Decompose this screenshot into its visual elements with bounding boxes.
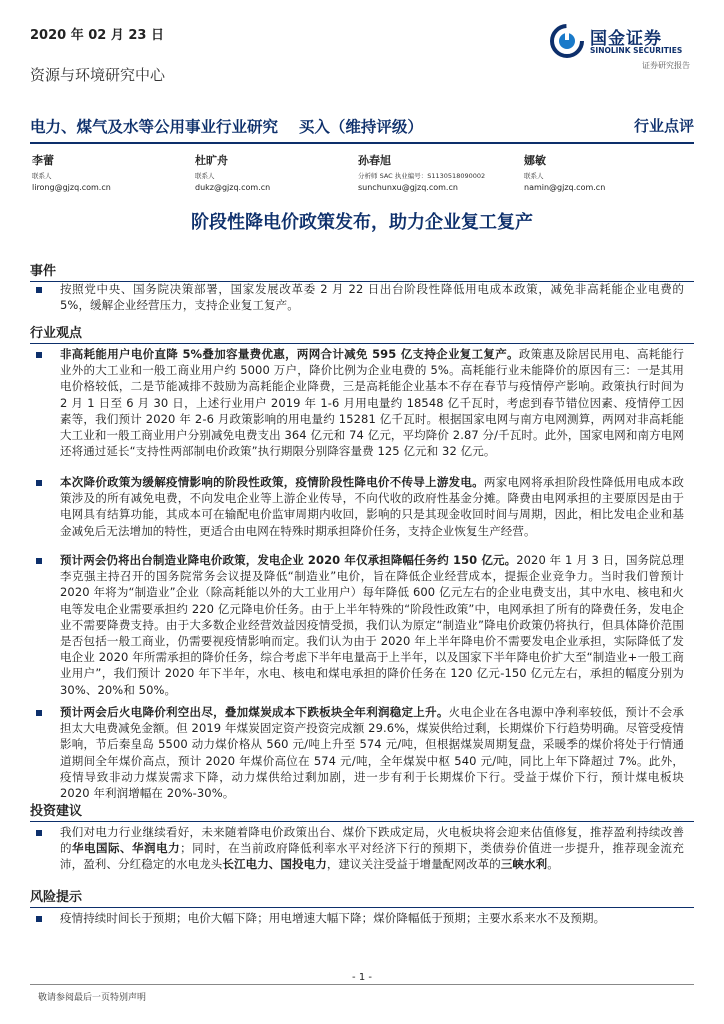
analyst-card bbox=[524, 152, 605, 192]
view-item bbox=[60, 474, 684, 539]
analyst-email[interactable]: namin@gjzq.com.cn bbox=[524, 183, 606, 192]
view-item bbox=[60, 552, 684, 698]
title-bar bbox=[30, 110, 694, 144]
analyst-name: 孙春旭 bbox=[358, 154, 391, 167]
report-date: 2020 年 02 月 23 日 bbox=[30, 28, 164, 43]
analyst-email[interactable]: sunchunxu@gjzq.com.cn bbox=[358, 183, 458, 192]
section-heading-view: 行业观点 bbox=[30, 322, 694, 344]
view-item-text: 两家电网将承担阶段性降低用电成本政策涉及的所有减免电费，不向发电企业等上游企业传导，不向代收的政府性基金分摊。降费由电网承担的主要原因是由于电网具有结算功能，其成本可在输配电价监审周期内收回，影响的只是其现金收回时间与周期，因此，相比发电企业和基金减免后无法增加的特性，更适合由电网在特殊时期承担降价任务，支持企业恢复生产经营。 bbox=[60, 475, 684, 538]
view-item-lead: 预计两会后火电降价利空出尽，叠加煤炭成本下跌板块全年利润稳定上升。 bbox=[60, 705, 449, 719]
bullet-icon bbox=[36, 480, 42, 486]
section-heading-event: 事件 bbox=[30, 260, 694, 282]
footer-disclaimer: 敬请参阅最后一页特别声明 bbox=[38, 993, 147, 1003]
industry-title: 电力、煤气及水等公用事业行业研究 买入（维持评级） bbox=[30, 118, 423, 136]
bullet-icon bbox=[36, 916, 42, 922]
analyst-card bbox=[358, 152, 485, 192]
section-heading-risk: 风险提示 bbox=[30, 886, 694, 908]
view-item-text: 火电企业在各电源中净利率较低，预计不会承担太大电费减免金额。但 2019 年煤炭固定资产投资完成额 29.6%，煤炭供给过剩，长期煤价下行趋势明确。尽管受疫情影响，节后秦皇岛 5500 动力煤价格从 560 元/吨上升至 574 元/吨，但根据煤炭周期复盘，采暖季的煤价将处于行情通道期间全年煤价高点，预计 2020 年煤价高位在 574 元/吨，全年煤炭中枢 540 元/吨，同比上年下降超过 7%。此外，疫情导致非动力煤炭需求下降，动力煤供给过剩加剧，进一步有利于长期煤价下行。受益于煤价下行，预计煤电板块 2020 年利润增幅在 20%-30%。 bbox=[60, 705, 685, 801]
report-category-tag: 证券研究报告 bbox=[642, 61, 690, 70]
page-number: - 1 - bbox=[352, 972, 372, 983]
bullet-icon bbox=[36, 710, 42, 716]
logo-english-name: SINOLINK SECURITIES bbox=[590, 46, 683, 55]
analyst-role: 联系人 bbox=[32, 172, 52, 180]
view-item bbox=[60, 346, 684, 459]
advice-text: 我们对电力行业继续看好，未来随着降电价政策出台、煤价下跌成定局，火电板块将会迎来估值修复，推荐盈利持续改善的华电国际、华润电力；同时，在当前政府降低利率水平对经济下行的预期下，类债券价值进一步提升，推荐现金流充沛，盈利、分红稳定的水电龙头长江电力、国投电力，建议关注受益于增量配网改革的三峡水利。 bbox=[60, 825, 684, 872]
section-heading-advice: 投资建议 bbox=[30, 800, 694, 822]
view-item-lead: 本次降价政策为缓解疫情影响的阶段性政策，疫情阶段性降电价不传导上游发电。 bbox=[60, 475, 484, 489]
analyst-role: 联系人 bbox=[524, 172, 544, 180]
report-type: 行业点评 bbox=[633, 117, 694, 135]
recommended-stocks: 长江电力、国投电力 bbox=[222, 857, 327, 872]
risk-text: 疫情持续时间长于预期；电价大幅下降；用电增速大幅下降；煤价降幅低于预期；主要水系来水不及预期。 bbox=[60, 911, 606, 925]
recommended-stocks: 华电国际、华润电力 bbox=[72, 841, 181, 856]
view-item-text: 2020 年 1 月 3 日，国务院总理李克强主持召开的国务院常务会议提及降低“制造业”电价，旨在降低企业经营成本，提振企业竞争力。当时我们曾预计 2020 年将为“制造业”企业（除高耗能以外的大工业用户）每年降低 600 亿元左右的企业电费支出，其中水电、核电和火电等发电企业需要承担约 220 亿元降电价任务。由于上半年特殊的“阶段性政策”中，电网承担了所有的降费任务，发电企业不需要降费支持。由于大多数企业经营效益因疫情受损，我们认为原定“制造业”降电价政策仍将执行，但具体降价范围是否包括一般工商业，仍需要视疫情影响而定。我们认为由于 2020 年上半年降电价不需要发电企业承担，实际降低了发电企业 2020 年所需承担的降价任务，综合考虑下半年电量高于上半年，以及国家下半年降电价扩大至“制造业+一般工商业用户”，我们预计 2020 年下半年，水电、核电和煤电承担的降价任务在 120 亿元-150 亿元左右，承担的幅度分别为 30%、20%和 50%。 bbox=[60, 553, 684, 697]
view-item-text: 政策惠及除居民用电、高耗能行业外的大工业和一般工商业用户约 5000 万户，降价比例为企业电费的 5%。高耗能行业未能降价的原因有三：一是其用电价格较低，二是节能减排不鼓励为高耗能企业降费，三是高耗能企业基本不存在春节与疫情停产影响。政策执行时间为 2 月 1 日至 6 月 30 日，上述行业用户 2019 年 1-6 月用电量约 18548 亿千瓦时，考虑到春节错位因素、疫情停工因素等，我们预计 2020 年 2-6 月政策影响的用电量约 15281 亿千瓦时。根据国家电网与南方电网测算，两网对非高耗能大工业和一般工商业用户分别减免电费支出 364 亿元和 74 亿元，平均降价 2.87 分/千瓦时。此外，国家电网和南方电网还将通过延长“支持性两部制电价政策”执行期限分别降容量费 125 亿元和 32 亿元。 bbox=[60, 347, 684, 459]
analyst-name: 李蕾 bbox=[32, 154, 54, 167]
research-center-name: 资源与环境研究中心 bbox=[30, 66, 166, 84]
view-item bbox=[60, 704, 684, 801]
analyst-role: 联系人 bbox=[195, 172, 215, 180]
view-item-lead: 预计两会仍将出台制造业降电价政策，发电企业 2020 年仅承担降幅任务约 150 亿元。 bbox=[60, 553, 517, 567]
logo-mark-icon bbox=[550, 24, 584, 58]
analyst-name: 娜敏 bbox=[524, 154, 546, 167]
bullet-icon bbox=[36, 830, 42, 836]
analyst-card bbox=[195, 152, 270, 192]
logo-chinese-name: 国金证券 bbox=[590, 29, 662, 49]
report-title: 阶段性降电价政策发布，助力企业复工复产 bbox=[191, 212, 533, 233]
analyst-email[interactable]: dukz@gjzq.com.cn bbox=[195, 183, 271, 192]
bullet-icon bbox=[36, 352, 42, 358]
analyst-email[interactable]: lirong@gjzq.com.cn bbox=[32, 183, 111, 192]
analyst-role: 分析师 SAC 执业编号：S1130518090002 bbox=[358, 172, 486, 180]
event-text: 按照党中央、国务院决策部署，国家发展改革委 2 月 22 日出台阶段性降低用电成本政策，减免非高耗能企业电费的 5%，缓解企业经营压力，支持企业复工复产。 bbox=[60, 282, 684, 313]
analyst-list bbox=[30, 152, 694, 190]
analyst-card bbox=[32, 152, 111, 192]
footer-divider bbox=[30, 984, 694, 985]
bullet-icon bbox=[36, 287, 42, 293]
bullet-icon bbox=[36, 558, 42, 564]
recommended-stocks: 三峡水利 bbox=[500, 857, 548, 872]
analyst-name: 杜旷舟 bbox=[195, 154, 228, 167]
view-item-lead: 非高耗能用户电价直降 5%叠加容量费优惠，两网合计减免 595 亿支持企业复工复产。 bbox=[60, 347, 519, 361]
